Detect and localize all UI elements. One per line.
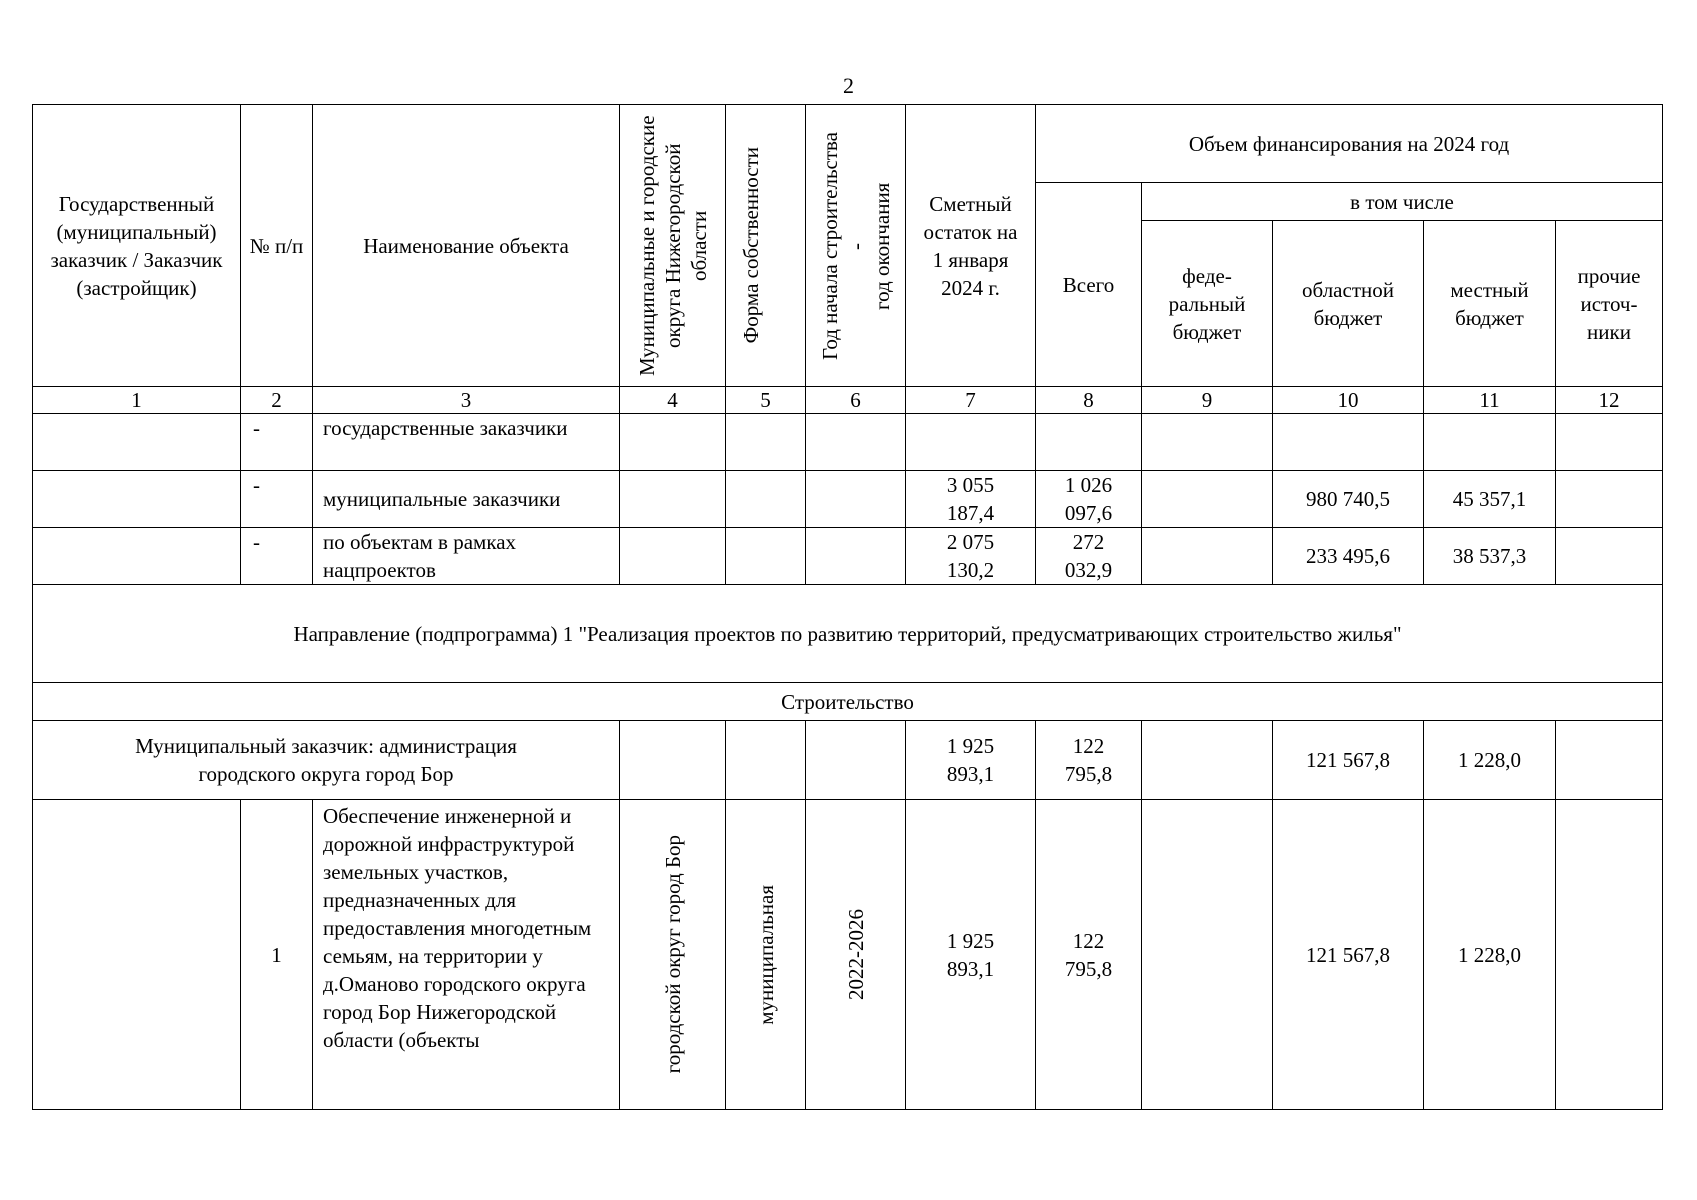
header-including: в том числе — [1142, 183, 1663, 221]
col-number: 3 — [313, 387, 620, 414]
customer-total: 122 795,8 — [1036, 721, 1142, 800]
cell-empty — [726, 471, 806, 528]
object-ownership-text: муниципальная — [753, 884, 778, 1025]
cell-empty — [1142, 414, 1273, 471]
cell-empty — [33, 471, 241, 528]
cell-empty — [620, 528, 726, 585]
header-local: местный бюджет — [1424, 221, 1556, 387]
cell-empty — [1142, 528, 1273, 585]
cell-empty — [1556, 721, 1663, 800]
col-number: 1 — [33, 387, 241, 414]
header-remaining: Сметный остаток на 1 января 2024 г. — [906, 105, 1036, 387]
header-years-line1: Год начала строительства — [817, 131, 842, 360]
object-ownership — [726, 800, 806, 1110]
object-total: 122 795,8 — [1036, 800, 1142, 1110]
financing-table — [32, 104, 1663, 1110]
row-name: муниципальные заказчики — [313, 471, 620, 528]
row-local: 45 357,1 — [1424, 471, 1556, 528]
object-number: 1 — [241, 800, 313, 1110]
row-regional: 980 740,5 — [1273, 471, 1424, 528]
row-total: 1 026 097,6 — [1036, 471, 1142, 528]
cell-empty — [1556, 414, 1663, 471]
row-remaining — [906, 414, 1036, 471]
construction-heading: Строительство — [33, 683, 1663, 721]
header-object-name: Наименование объекта — [313, 105, 620, 387]
col-number: 4 — [620, 387, 726, 414]
object-years-text: 2022-2026 — [843, 909, 868, 1000]
header-federal: феде-ральный бюджет — [1142, 221, 1273, 387]
col-number: 5 — [726, 387, 806, 414]
col-number: 10 — [1273, 387, 1424, 414]
col-number: 6 — [806, 387, 906, 414]
customer-regional: 121 567,8 — [1273, 721, 1424, 800]
row-regional — [1273, 414, 1424, 471]
cell-empty — [726, 721, 806, 800]
object-regional: 121 567,8 — [1273, 800, 1424, 1110]
row-dash: - — [241, 528, 313, 585]
row-remaining: 2 075 130,2 — [906, 528, 1036, 585]
page-number: 2 — [843, 73, 854, 98]
cell-empty — [33, 800, 241, 1110]
customer-name: Муниципальный заказчик: администрация городского округа город Бор — [33, 721, 620, 800]
col-number: 11 — [1424, 387, 1556, 414]
header-regional: областной бюджет — [1273, 221, 1424, 387]
row-local — [1424, 414, 1556, 471]
col-number: 7 — [906, 387, 1036, 414]
cell-empty — [1142, 800, 1273, 1110]
object-local: 1 228,0 — [1424, 800, 1556, 1110]
object-remaining: 1 925 893,1 — [906, 800, 1036, 1110]
customer-local: 1 228,0 — [1424, 721, 1556, 800]
header-years-line2: - — [843, 242, 868, 249]
col-number: 12 — [1556, 387, 1663, 414]
cell-empty — [726, 414, 806, 471]
col-number: 8 — [1036, 387, 1142, 414]
header-years-text — [817, 132, 895, 360]
table-row — [33, 721, 1663, 800]
object-district-text: городской округ город Бор — [660, 835, 685, 1074]
cell-empty — [1142, 471, 1273, 528]
table-row — [33, 528, 1663, 585]
row-name: государственные заказчики — [313, 414, 620, 471]
table-row — [33, 471, 1663, 528]
row-total: 272 032,9 — [1036, 528, 1142, 585]
object-district — [620, 800, 726, 1110]
cell-empty — [806, 528, 906, 585]
customer-remaining: 1 925 893,1 — [906, 721, 1036, 800]
cell-empty — [33, 528, 241, 585]
table-row — [33, 800, 1663, 1110]
row-name: по объектам в рамках нацпроектов — [313, 528, 620, 585]
header-ownership — [726, 105, 806, 387]
row-remaining: 3 055 187,4 — [906, 471, 1036, 528]
cell-empty — [1142, 721, 1273, 800]
header-years — [806, 105, 906, 387]
cell-empty — [806, 471, 906, 528]
header-other: прочие источ-ники — [1556, 221, 1663, 387]
cell-empty — [806, 721, 906, 800]
header-financing: Объем финансирования на 2024 год — [1036, 105, 1663, 183]
cell-empty — [620, 721, 726, 800]
row-local: 38 537,3 — [1424, 528, 1556, 585]
cell-empty — [620, 414, 726, 471]
cell-empty — [806, 414, 906, 471]
table-row — [33, 414, 1663, 471]
header-customer: Государственный (муниципальный) заказчик / Заказчик (застройщик) — [33, 105, 241, 387]
cell-empty — [620, 471, 726, 528]
direction-heading: Направление (подпрограмма) 1 "Реализация проектов по развитию территорий, предусматривающих строительство жилья" — [33, 585, 1663, 683]
col-number: 2 — [241, 387, 313, 414]
header-number: № п/п — [241, 105, 313, 387]
cell-empty — [1556, 800, 1663, 1110]
col-number: 9 — [1142, 387, 1273, 414]
header-districts-text: Муниципальные и городские округа Нижегородской области — [634, 115, 711, 376]
object-name: Обеспечение инженерной и дорожной инфраструктурой земельных участков, предназначенных для предоставления многодетным семьям, на территории у д.Оманово городского округа город Бор Нижегородской области (объекты — [313, 800, 620, 1110]
cell-empty — [1556, 528, 1663, 585]
header-districts — [620, 105, 726, 387]
row-regional: 233 495,6 — [1273, 528, 1424, 585]
cell-empty — [33, 414, 241, 471]
row-dash: - — [241, 471, 313, 528]
header-total: Всего — [1036, 183, 1142, 387]
header-ownership-text: Форма собственности — [738, 147, 763, 344]
header-years-line3: год окончания — [869, 181, 894, 310]
cell-empty — [726, 528, 806, 585]
cell-empty — [1556, 471, 1663, 528]
object-years — [806, 800, 906, 1110]
row-total — [1036, 414, 1142, 471]
row-dash: - — [241, 414, 313, 471]
